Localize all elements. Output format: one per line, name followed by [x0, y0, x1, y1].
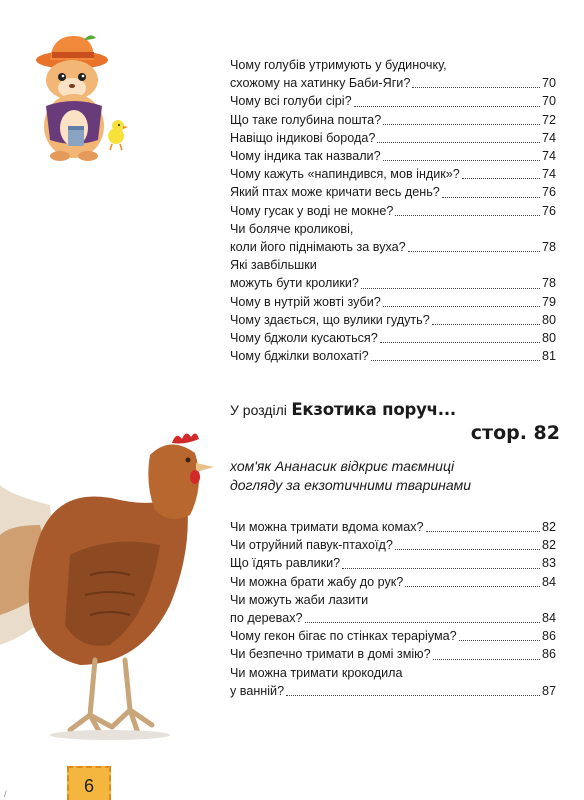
toc-entry-text: Чи можна тримати вдома комах?	[230, 520, 424, 534]
dot-leader	[383, 124, 540, 125]
toc-entry-text: Чому кажуть «напиндився, мов індик»?	[230, 167, 460, 182]
toc-entry-page: 82	[541, 520, 556, 534]
page-number-badge	[67, 766, 111, 800]
page-number: 6	[83, 776, 94, 796]
dot-leader	[442, 197, 540, 198]
toc-entry-text: Чи можна брати жабу до рук?	[230, 574, 404, 589]
toc-entry-text: Чому бджоли кусаються?	[230, 331, 378, 346]
toc-entry-page: 74	[541, 130, 556, 145]
hen-illustration	[0, 415, 230, 745]
dot-leader	[286, 695, 540, 696]
toc-entry	[230, 536, 556, 554]
toc-entry-text: Чи боляче кроликові,	[230, 221, 354, 236]
toc-entry-text: по деревах?	[230, 611, 303, 626]
dot-leader	[383, 160, 540, 161]
toc-entry-text: Чи можуть жаби лазити	[230, 592, 369, 607]
dot-leader	[305, 622, 540, 623]
toc-entry	[230, 256, 556, 292]
dot-leader	[377, 142, 540, 143]
dot-leader	[408, 251, 540, 252]
toc-entry-text: Чому в нутрій жовті зуби?	[230, 294, 381, 309]
toc-entry-text: Чому здається, що вулики гудуть?	[230, 312, 430, 327]
toc-entry-text: Чому бджілки волохаті?	[230, 349, 369, 364]
dot-leader	[361, 288, 540, 289]
toc-list-top	[230, 56, 556, 365]
dot-leader	[405, 586, 540, 587]
toc-entry	[230, 293, 556, 311]
toc-entry	[230, 147, 556, 165]
toc-entry-page: 84	[541, 611, 556, 626]
toc-entry	[230, 554, 556, 572]
toc-entry-page: 78	[541, 240, 556, 255]
dot-leader	[342, 568, 540, 569]
toc-entry-page: 74	[541, 167, 556, 182]
toc-entry-page: 81	[541, 349, 556, 364]
corner-mark: /	[4, 789, 7, 799]
toc-list-bottom	[230, 518, 556, 700]
toc-entry-text: у ванній?	[230, 683, 285, 698]
toc-entry-page: 83	[541, 556, 556, 571]
toc-entry	[230, 311, 556, 329]
dot-leader	[432, 324, 540, 325]
dot-leader	[459, 640, 540, 641]
section-page-label: стор. 82	[470, 422, 560, 444]
toc-entry-text: Чому індика так назвали?	[230, 149, 381, 164]
toc-entry-text: Які завбільшки	[230, 258, 317, 273]
toc-entry-text: Чи отруйний павук-птахоїд?	[230, 538, 393, 553]
dot-leader	[380, 342, 540, 343]
toc-entry-text: Чому всі голуби сірі?	[230, 94, 352, 109]
toc-entry-page: 78	[541, 276, 556, 291]
section-intro-text: У розділі	[230, 402, 287, 418]
toc-entry	[230, 92, 556, 110]
dot-leader	[395, 215, 540, 216]
toc-entry	[230, 56, 556, 92]
toc-entry-page: 80	[541, 312, 556, 327]
section-subtitle-line-1: хом'як Ананасик відкриє таємниці	[230, 458, 455, 474]
section-subtitle	[230, 457, 560, 494]
toc-entry-page: 82	[541, 538, 556, 553]
toc-entry-text: Чому голубів утримують у будиночку,	[230, 58, 447, 72]
toc-entry	[230, 645, 556, 663]
dot-leader	[395, 549, 540, 550]
toc-entry-page: 70	[541, 76, 556, 91]
toc-entry-text: Чи можна тримати крокодила	[230, 665, 403, 680]
toc-entry-text: Навіщо індикові борода?	[230, 130, 376, 145]
toc-entry	[230, 129, 556, 147]
toc-entry-text: можуть бути кролики?	[230, 276, 359, 291]
toc-entry	[230, 573, 556, 591]
section-subtitle-line-2: догляду за екзотичними тваринами	[230, 476, 472, 493]
toc-entry	[230, 347, 556, 365]
dot-leader	[383, 306, 540, 307]
toc-entry-page: 86	[541, 629, 556, 644]
toc-entry	[230, 183, 556, 201]
toc-entry-text: Чи безпечно тримати в домі змію?	[230, 647, 431, 662]
toc-entry	[230, 165, 556, 183]
toc-entry-page: 80	[541, 331, 556, 346]
toc-entry-page: 86	[541, 647, 556, 662]
dot-leader	[354, 106, 540, 107]
toc-entry	[230, 627, 556, 645]
toc-entry-page: 87	[541, 683, 556, 698]
toc-entry	[230, 518, 556, 536]
section-title: Екзотика поруч...	[291, 400, 456, 419]
toc-entry-page: 74	[541, 149, 556, 164]
dot-leader	[412, 87, 540, 88]
dot-leader	[371, 360, 540, 361]
toc-entry-text: коли його піднімають за вуха?	[230, 240, 406, 255]
toc-entry-text: схожому на хатинку Баби-Яги?	[230, 76, 411, 91]
toc-entry-page: 72	[541, 112, 556, 127]
section-heading	[230, 400, 560, 420]
toc-entry-page: 76	[541, 203, 556, 218]
toc-entry-page: 70	[541, 94, 556, 109]
toc-entry	[230, 664, 556, 700]
toc-entry-text: Що таке голубина пошта?	[230, 112, 382, 127]
toc-entry-text: Який птах може кричати весь день?	[230, 185, 440, 200]
toc-entry	[230, 111, 556, 129]
toc-entry	[230, 220, 556, 256]
toc-entry-text: Чому гекон бігає по стінках тераріума?	[230, 629, 457, 644]
toc-entry	[230, 591, 556, 627]
toc-entry	[230, 202, 556, 220]
toc-entry-text: Що їдять равлики?	[230, 556, 341, 571]
toc-entry-page: 76	[541, 185, 556, 200]
dot-leader	[426, 531, 540, 532]
toc-entry-text: Чому гусак у воді не мокне?	[230, 203, 394, 218]
toc-entry-page: 84	[541, 574, 556, 589]
dot-leader	[433, 659, 540, 660]
dot-leader	[462, 178, 540, 179]
toc-entry-page: 79	[541, 294, 556, 309]
toc-entry	[230, 329, 556, 347]
hamster-mascot-illustration	[32, 30, 132, 166]
